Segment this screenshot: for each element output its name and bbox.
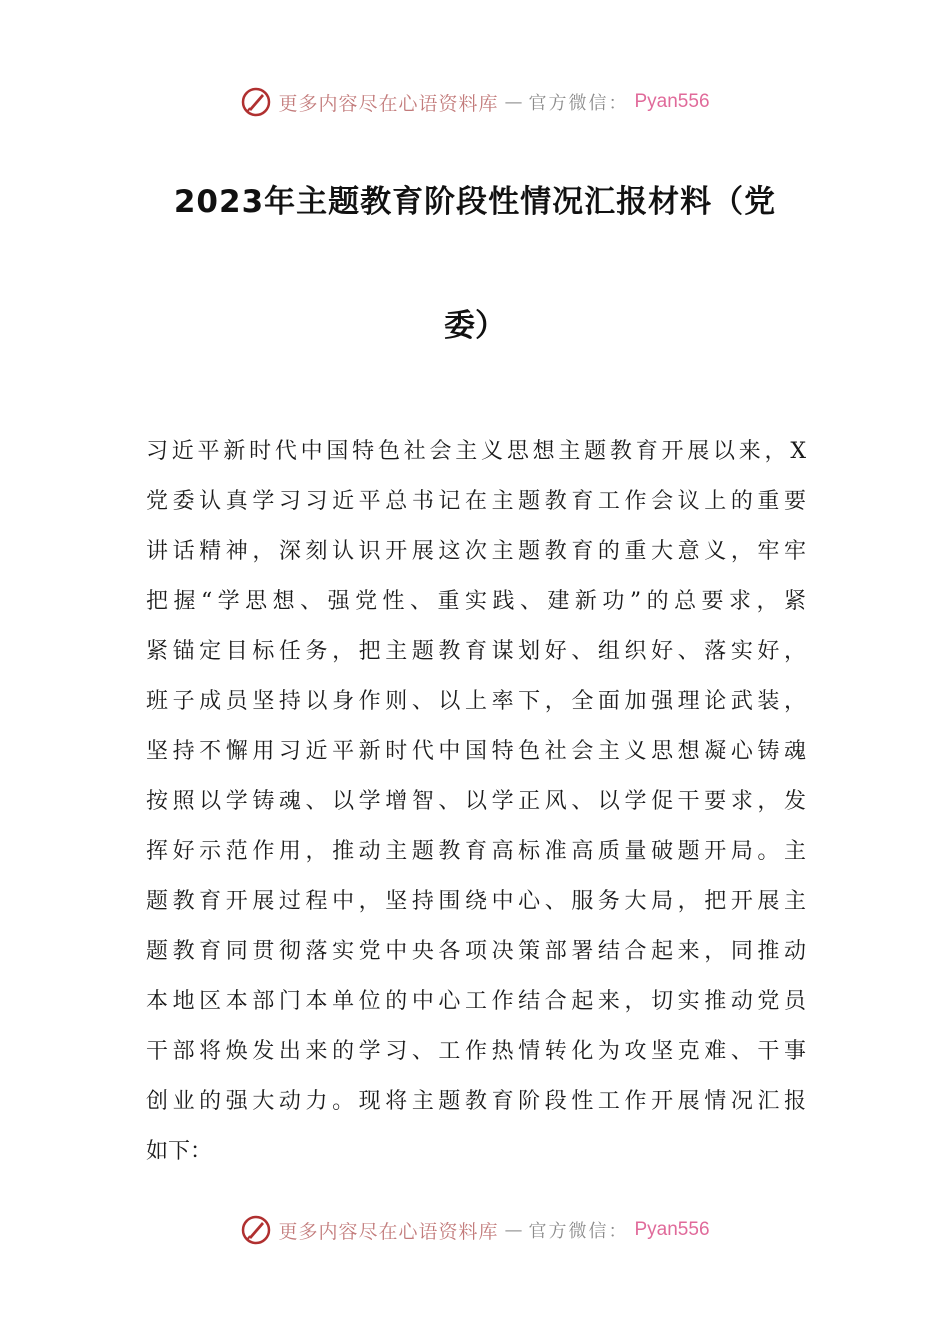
document-title-line-2: 委） [444, 308, 506, 344]
body-line: 把握“学思想、强党性、重实践、建新功”的总要求，紧 [146, 589, 806, 614]
watermark-site-text: 更多内容尽在心语资料库 [278, 92, 499, 115]
body-line: 讲话精神，深刻认识开展这次主题教育的重大意义，牢牢 [146, 539, 806, 564]
body-line: 坚持不懈用习近平新时代中国特色社会主义思想凝心铸魂 [146, 739, 806, 764]
watermark-site-text: 更多内容尽在心语资料库 [278, 1220, 499, 1243]
watermark-wechat-id: Pyan556 [634, 1219, 710, 1240]
footer-watermark [0, 1210, 950, 1250]
watermark-separator: — [504, 1219, 523, 1241]
body-line: 干部将焕发出来的学习、工作热情转化为攻坚克难、干事 [146, 1039, 806, 1064]
body-line: 题教育开展过程中，坚持围绕中心、服务大局，把开展主 [146, 889, 806, 914]
body-line: 如下： [146, 1139, 213, 1164]
body-line: 紧锚定目标任务，把主题教育谋划好、组织好、落实好， [146, 639, 806, 664]
watermark-wechat-id: Pyan556 [634, 91, 710, 112]
watermark-wechat-label: 官方微信： [528, 1221, 629, 1242]
quill-logo-icon [240, 1214, 272, 1246]
watermark-separator: — [504, 91, 523, 113]
body-line: 党委认真学习习近平总书记在主题教育工作会议上的重要 [146, 489, 806, 514]
body-line: 本地区本部门本单位的中心工作结合起来，切实推动党员 [146, 989, 806, 1014]
watermark-wechat-label: 官方微信： [528, 93, 629, 114]
body-line: 挥好示范作用，推动主题教育高标准高质量破题开局。主 [146, 839, 806, 864]
body-line: 创业的强大动力。现将主题教育阶段性工作开展情况汇报 [146, 1089, 806, 1114]
body-line: 习近平新时代中国特色社会主义思想主题教育开展以来，X [146, 439, 806, 464]
quill-logo-icon [240, 86, 272, 118]
body-line: 班子成员坚持以身作则、以上率下，全面加强理论武装， [146, 689, 806, 714]
body-line: 题教育同贯彻落实党中央各项决策部署结合起来，同推动 [146, 939, 806, 964]
header-watermark [0, 82, 950, 122]
body-line: 按照以学铸魂、以学增智、以学正风、以学促干要求，发 [146, 789, 806, 814]
document-title-line-1: 2023年主题教育阶段性情况汇报材料（党 [173, 184, 777, 220]
body-paragraph [146, 427, 806, 1177]
